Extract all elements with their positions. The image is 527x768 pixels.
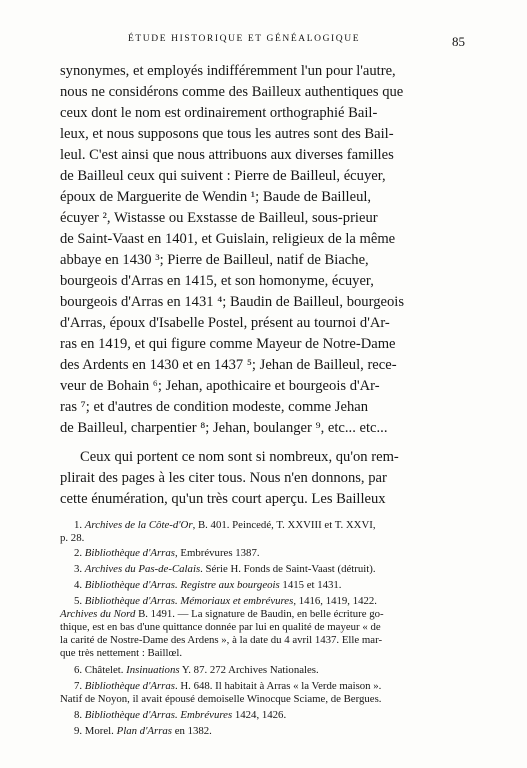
footnote: 7. Bibliothèque d'Arras. H. 648. Il habitait à Arras « la Verde maison ».: [74, 680, 382, 692]
footnote: 8. Bibliothèque d'Arras. Embrévures 1424, 1426.: [74, 709, 287, 721]
body-line: Ceux qui portent ce nom sont si nombreux, qu'on rem-: [80, 449, 399, 465]
body-line: bourgeois d'Arras en 1415, et son homonyme, écuyer,: [60, 273, 374, 289]
footnote: p. 28.: [60, 532, 85, 544]
page-number: 85: [452, 34, 465, 49]
body-line: bourgeois d'Arras en 1431 ⁴; Baudin de Bailleul, bourgeois: [60, 294, 405, 310]
body-line: cette énumération, qu'un très court aperçu. Les Bailleux: [60, 491, 386, 507]
body-line: synonymes, et employés indifféremment l'un pour l'autre,: [60, 63, 396, 79]
body-line: de Saint-Vaast en 1401, et Guislain, religieux de la même: [60, 231, 396, 247]
running-title: ÉTUDE HISTORIQUE ET GÉNÉALOGIQUE: [128, 34, 361, 44]
body-line: de Bailleul, charpentier ⁸; Jehan, boulanger ⁹, etc... etc...: [60, 420, 388, 436]
footnote: 1. Archives de la Côte-d'Or, B. 401. Peincedé, T. XXVIII et T. XXVI,: [74, 519, 376, 531]
footnote: 2. Bibliothèque d'Arras, Embrévures 1387.: [74, 547, 260, 559]
body-line: veur de Bohain ⁶; Jehan, apothicaire et bourgeois d'Ar-: [60, 378, 380, 394]
footnote: 3. Archives du Pas-de-Calais. Série H. Fonds de Saint-Vaast (détruit).: [74, 563, 376, 575]
body-line: époux de Marguerite de Wendin ¹; Baude de Bailleul,: [60, 189, 372, 205]
body-line: ras en 1419, et qui figure comme Mayeur de Notre-Dame: [60, 336, 396, 352]
body-line: d'Arras, époux d'Isabelle Postel, présent au tournoi d'Ar-: [60, 315, 390, 331]
footnote: 6. Châtelet. Insinuations Y. 87. 272 Archives Nationales.: [74, 664, 319, 676]
body-line: plirait des pages à les citer tous. Nous n'en donnons, par: [60, 470, 387, 486]
body-line: ras ⁷; et d'autres de condition modeste, comme Jehan: [60, 399, 369, 415]
body-line: abbaye en 1430 ³; Pierre de Bailleul, natif de Biache,: [60, 252, 369, 268]
body-line: nous ne considérons comme des Bailleux authentiques que: [60, 84, 404, 100]
footnote: que très nettement : Baillœl.: [60, 647, 183, 659]
body-line: de Bailleul ceux qui suivent : Pierre de Bailleul, écuyer,: [60, 168, 386, 184]
footnote: Archives du Nord B. 1491. — La signature de Baudin, en belle écriture go-: [60, 608, 384, 620]
body-line: des Ardents en 1430 et en 1437 ⁵; Jehan de Bailleul, rece-: [60, 357, 397, 373]
footnote: la carité de Nostre-Dame des Ardens », à la date du 4 avril 1437. Elle mar-: [60, 634, 383, 646]
body-line: leul. C'est ainsi que nous attribuons aux diverses familles: [60, 147, 394, 163]
footnote: thique, est en bas d'une quittance donnée par lui en qualité de mayeur « de: [60, 621, 381, 633]
body-line: écuyer ², Wistasse ou Exstasse de Bailleul, sous-prieur: [60, 210, 378, 226]
body-line: ceux dont le nom est ordinairement orthographié Bail-: [60, 105, 378, 121]
footnote: 9. Morel. Plan d'Arras en 1382.: [74, 725, 212, 737]
body-line: leux, et nous supposons que tous les autres sont des Bail-: [60, 126, 394, 142]
footnote: 4. Bibliothèque d'Arras. Registre aux bourgeois 1415 et 1431.: [74, 579, 342, 591]
footnote: 5. Bibliothèque d'Arras. Mémoriaux et embrévures, 1416, 1419, 1422.: [74, 595, 377, 607]
footnote: Natif de Noyon, il avait épousé demoiselle Winocque Sciame, de Bergues.: [60, 693, 382, 705]
